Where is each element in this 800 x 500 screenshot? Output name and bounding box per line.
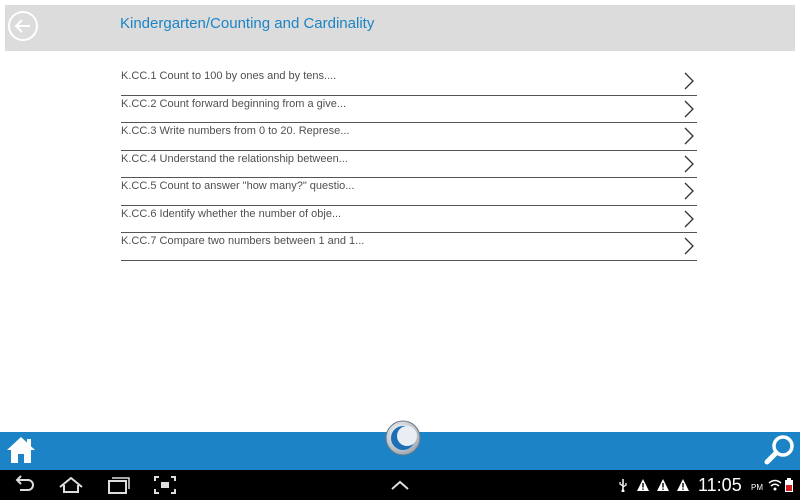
list-item[interactable]	[121, 178, 697, 206]
list-item-label: K.CC.7 Compare two numbers between 1 and 1...	[121, 235, 365, 247]
page-title: Kindergarten/Counting and Cardinality	[120, 15, 375, 32]
list-item[interactable]	[121, 96, 697, 124]
search-icon[interactable]	[764, 434, 796, 466]
warning-icon	[656, 478, 670, 492]
status-clock: 11:05	[698, 475, 742, 495]
list-item-label: K.CC.3 Write numbers from 0 to 20. Represe...	[121, 125, 350, 137]
recent-apps-icon[interactable]	[106, 475, 130, 495]
chevron-up-icon[interactable]	[389, 475, 411, 495]
chevron-right-icon	[683, 209, 695, 229]
warning-icon	[676, 478, 690, 492]
chevron-right-icon	[683, 154, 695, 174]
chevron-right-icon	[683, 236, 695, 256]
list-item[interactable]	[121, 206, 697, 234]
battery-icon	[784, 478, 794, 492]
warning-icon	[636, 478, 650, 492]
list-item-label: K.CC.4 Understand the relationship between...	[121, 152, 348, 165]
app-logo-icon[interactable]	[385, 420, 421, 456]
chevron-right-icon	[683, 71, 695, 91]
list-item-label: K.CC.2 Count forward beginning from a give...	[121, 97, 347, 110]
screenshot-icon[interactable]	[153, 475, 177, 495]
list-item-label: K.CC.1 Count to 100 by ones and by tens....	[121, 70, 337, 82]
list-item[interactable]	[121, 68, 697, 96]
system-nav-bar	[0, 470, 800, 500]
back-icon[interactable]	[7, 10, 39, 42]
header-bar	[5, 5, 795, 51]
list-item-label: K.CC.5 Count to answer "how many?" questio...	[121, 180, 355, 192]
wifi-icon	[768, 478, 782, 492]
list-item-label: K.CC.6 Identify whether the number of obje...	[121, 207, 342, 220]
list-item[interactable]	[121, 233, 697, 261]
chevron-right-icon	[683, 126, 695, 146]
back-nav-icon[interactable]	[12, 475, 36, 495]
chevron-right-icon	[683, 181, 695, 201]
chevron-right-icon	[683, 99, 695, 119]
home-icon[interactable]	[5, 434, 37, 466]
list-item[interactable]	[121, 151, 697, 179]
usb-icon	[618, 478, 628, 492]
status-ampm: PM	[751, 483, 763, 492]
home-nav-icon[interactable]	[58, 475, 84, 495]
standards-list	[121, 68, 697, 261]
list-item[interactable]	[121, 123, 697, 151]
